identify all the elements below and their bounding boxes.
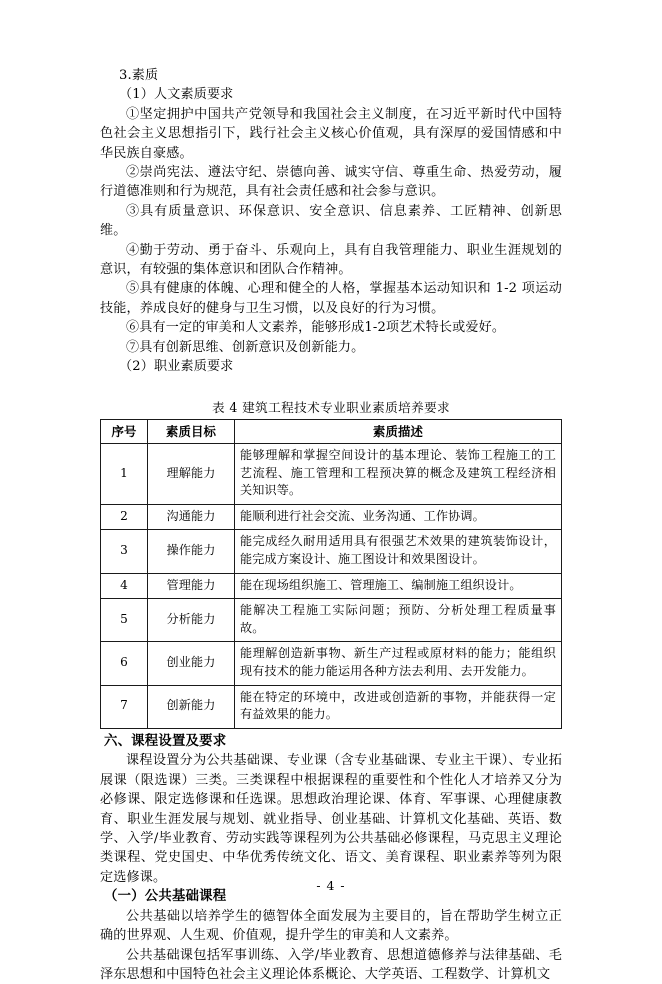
humanistic-item-4: ④勤于劳动、勇于奋斗、乐观向上，具有自我管理能力、职业生涯规划的意识，有较强的集体意识和团队合作精神。 — [100, 242, 562, 278]
humanistic-item-5: ⑤具有健康的体魄、心理和健全的人格，掌握基本运动知识和 1-2 项运动技能，养成良好的健身与卫生习惯，以及良好的行为习惯。 — [100, 281, 562, 316]
table-row — [101, 530, 562, 573]
table-cell-goal: 分析能力 — [148, 599, 235, 642]
table-cell-no: 7 — [101, 685, 148, 728]
table-cell-goal: 操作能力 — [148, 530, 235, 573]
table-cell-desc: 能顺利进行社会交流、业务沟通、工作协调。 — [235, 504, 562, 530]
table-cell-desc: 能在特定的环境中，改进或创造新的事物，并能获得一定有益效果的能力。 — [235, 685, 562, 728]
table-cell-no: 3 — [101, 530, 148, 573]
table-header-no: 序号 — [101, 419, 148, 444]
curriculum-heading: 六、课程设置及要求 — [104, 732, 227, 749]
table-cell-goal: 管理能力 — [148, 573, 235, 599]
table-row — [101, 685, 562, 728]
quality-requirements-table — [100, 419, 562, 729]
table-cell-no: 4 — [101, 573, 148, 599]
curriculum-paragraph-1: 公共基础以培养学生的德智体全面发展为主要目的，旨在帮助学生树立正确的世界观、人生观、价值观，提升学生的审美和人文素养。 — [100, 908, 562, 944]
curriculum-paragraph-2: 公共基础课包括军事训练、入学/毕业教育、思想道德修养与法律基础、毛泽东思想和中国特色社会主义理论体系概论、大学英语、工程数学、计算机文 — [100, 947, 562, 983]
page-footer — [0, 878, 662, 893]
humanistic-item-2: ②崇尚宪法、遵法守纪、崇德向善、诚实守信、尊重生命、热爱劳动，履行道德准则和行为规范，具有社会责任感和社会参与意识。 — [100, 165, 562, 200]
table-top-spacer — [100, 377, 562, 391]
table-row — [101, 504, 562, 530]
section-heading-3-suzhi: 3.素质 — [119, 68, 159, 83]
table-header-row — [101, 419, 562, 444]
humanistic-item-3: ③具有质量意识、环保意识、安全意识、信息素养、工匠精神、创新思维。 — [100, 203, 562, 239]
table-cell-no: 6 — [101, 642, 148, 685]
table-row — [101, 642, 562, 685]
humanistic-item-1: ①坚定拥护中国共产党领导和我国社会主义制度，在习近平新时代中国特色社会主义思想指引下，践行社会主义核心价值观，具有深厚的爱国情感和中华民族自豪感。 — [100, 106, 562, 161]
subsection-label-2: （2）职业素质要求 — [119, 359, 234, 375]
table-cell-goal: 理解能力 — [148, 444, 235, 505]
table-cell-desc: 能解决工程施工实际问题；预防、分析处理工程质量事故。 — [235, 599, 562, 642]
table-row — [101, 444, 562, 505]
table-cell-desc: 能在现场组织施工、管理施工、编制施工组织设计。 — [235, 573, 562, 599]
table-cell-desc: 能完成经久耐用适用具有很强艺术效果的建筑装饰设计，能完成方案设计、施工图设计和效果图设计。 — [235, 530, 562, 573]
table-header-goal: 素质目标 — [148, 419, 235, 444]
page-content — [100, 66, 562, 984]
table-cell-no: 1 — [101, 444, 148, 505]
table-cell-goal: 沟通能力 — [148, 504, 235, 530]
table-cell-desc: 能理解创造新事物、新生产过程或原材料的能力；能组织现有技术的能力能运用各种方法去利用、去开发能力。 — [235, 642, 562, 685]
curriculum-sub-heading: （一）公共基础课程 — [104, 888, 227, 905]
page-number: - 4 - — [316, 878, 346, 893]
table-cell-no: 2 — [101, 504, 148, 530]
curriculum-intro-paragraph: 课程设置分为公共基础课、专业课（含专业基础课、专业主干课）、专业拓展课（限选课）三类。三类课程中根据课程的重要性和个性化人才培养又分为必修课、限定选修课和任选课。思想政治理论课、体育、军事课、心理健康教育、职业生涯发展与规划、就业指导、创业基础、计算机文化基础、英语、数学、入学/毕业教育、劳动实践等课程列为公共基础必修课程，马克思主义理论类课程、党史国史、中华优秀传统文化、语文、美育课程、职业素养等列为限定选修课。 — [100, 753, 562, 885]
table-header-desc: 素质描述 — [235, 419, 562, 444]
table-cell-no: 5 — [101, 599, 148, 642]
humanistic-item-6: ⑥具有一定的审美和人文素养，能够形成1-2项艺术特长或爱好。 — [126, 320, 506, 336]
table-row — [101, 599, 562, 642]
table-cell-goal: 创新能力 — [148, 685, 235, 728]
table-caption: 表 4 建筑工程技术专业职业素质培养要求 — [211, 399, 451, 415]
table-cell-desc: 能够理解和掌握空间设计的基本理论、装饰工程施工的工艺流程、施工管理和工程预决算的概念及建筑工程经济相关知识等。 — [235, 444, 562, 505]
table-row — [101, 573, 562, 599]
humanistic-item-7: ⑦具有创新思维、创新意识及创新能力。 — [126, 339, 365, 355]
subsection-label-1: （1）人文素质要求 — [119, 87, 234, 103]
table-cell-goal: 创业能力 — [148, 642, 235, 685]
